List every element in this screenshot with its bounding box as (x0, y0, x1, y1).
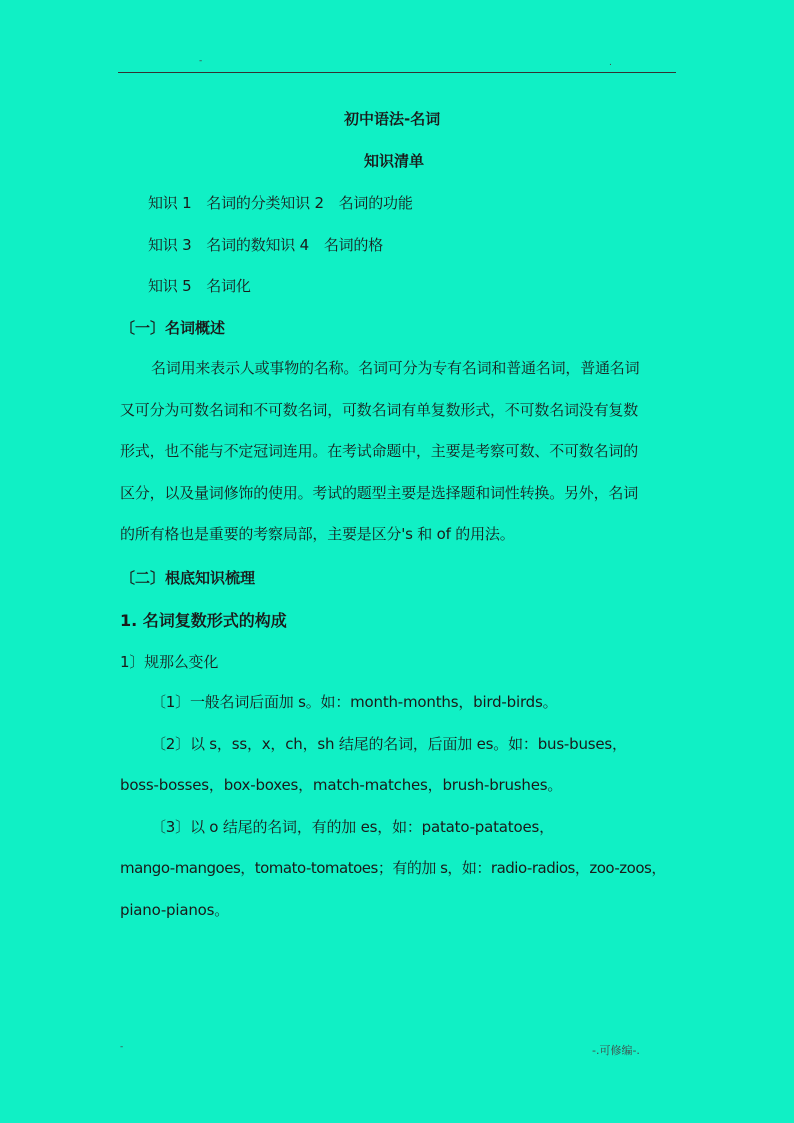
rule-2-line-2: boss-bosses，box-boxes，match-matches，brush-brushes。 (120, 776, 563, 794)
paragraph-line: 形式，也不能与不定冠词连用。在考试命题中，主要是考察可数、不可数名词的 (120, 442, 639, 460)
rule-2-line-1: 〔2〕以 s，ss，x，ch，sh 结尾的名词，后面加 es。如：bus-buses， (151, 735, 627, 753)
section1-heading: 〔一〕名词概述 (120, 319, 226, 337)
footer-note: -.可修编-. (592, 1044, 640, 1057)
paragraph-line: 的所有格也是重要的考察局部，主要是区分's 和 of 的用法。 (120, 525, 515, 543)
knowledge-item-2: 知识 3 名词的数知识 4 名词的格 (148, 236, 384, 254)
page-title: 初中语法-名词 (344, 110, 441, 128)
rule-1: 〔1〕一般名词后面加 s。如：month-months，bird-birds。 (151, 693, 558, 711)
header-right-mark: . (609, 58, 612, 68)
knowledge-item-1: 知识 1 名词的分类知识 2 名词的功能 (148, 194, 413, 212)
section2-subheading: 1. 名词复数形式的构成 (120, 611, 287, 630)
paragraph-line: 区分，以及量词修饰的使用。考试的题型主要是选择题和词性转换。另外，名词 (120, 483, 639, 502)
paragraph-line: 又可分为可数名词和不可数名词，可数名词有单复数形式，不可数名词没有复数 (120, 400, 639, 419)
header-rule (118, 72, 676, 73)
section1-paragraph (120, 348, 676, 556)
rule-title: 1〕规那么变化 (120, 653, 219, 671)
section2-heading: 〔二〕根底知识梳理 (120, 569, 256, 587)
rule-3-line-3: piano-pianos。 (120, 901, 230, 919)
paragraph-line: 名词用来表示人或事物的名称。名词可分为专有名词和普通名词，普通名词 (151, 359, 640, 377)
knowledge-item-3: 知识 5 名词化 (148, 277, 251, 295)
header-left-mark: - (199, 56, 203, 66)
page-subtitle: 知识清单 (364, 152, 425, 170)
rule-3-line-1: 〔3〕以 o 结尾的名词，有的加 es，如：patato-patatoes， (151, 818, 554, 836)
rule-3-line-2: mango-mangoes，tomato-tomatoes；有的加 s，如：radio-radios，zoo-zoos， (120, 859, 666, 877)
footer-left-mark: - (120, 1042, 124, 1052)
